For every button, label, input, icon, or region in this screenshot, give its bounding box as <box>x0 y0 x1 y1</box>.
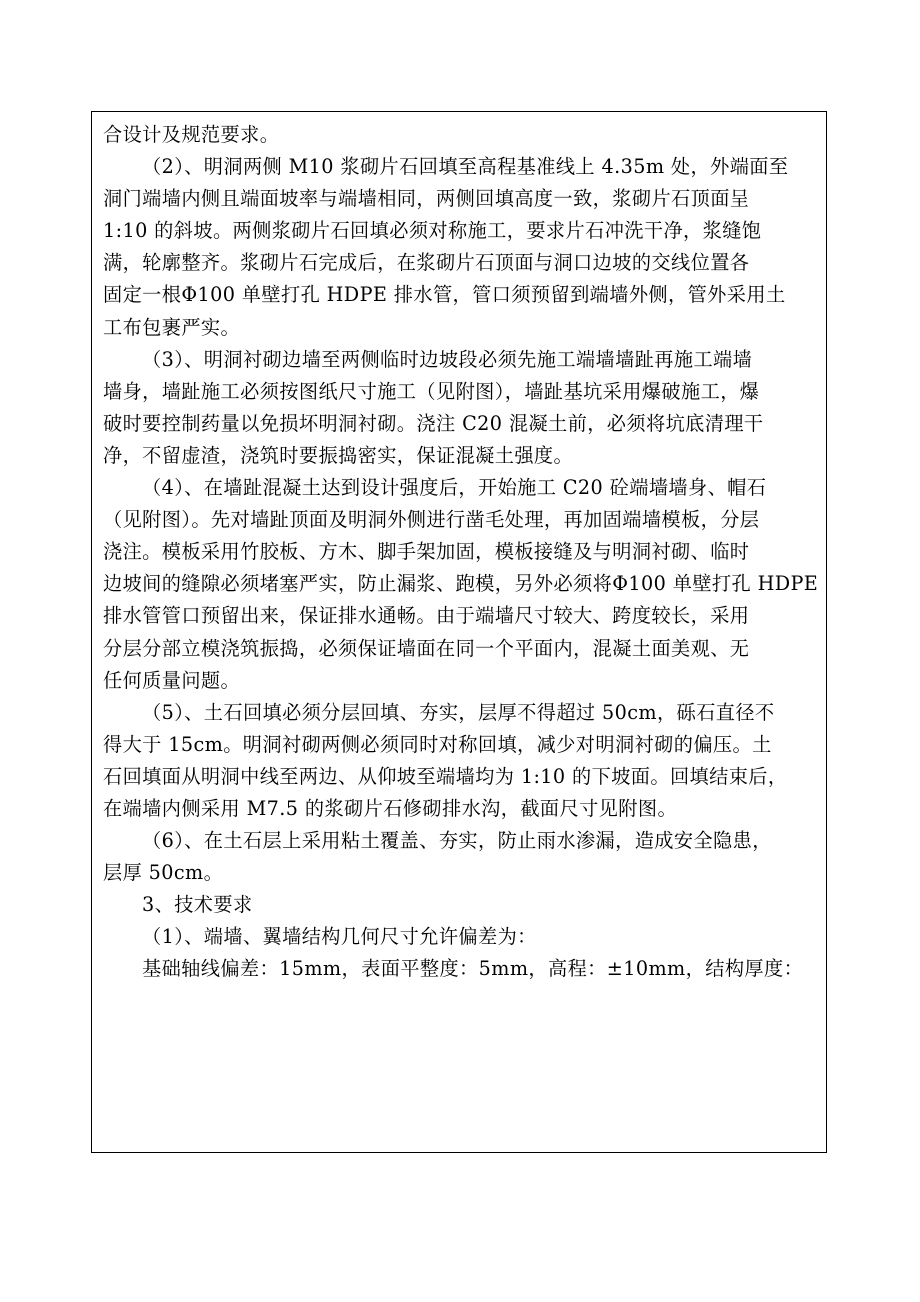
text-line: （见附图）。先对墙趾顶面及明洞外侧进行凿毛处理，再加固端墙模板，分层 <box>103 508 760 532</box>
section-heading: 3、技术要求 <box>142 893 253 917</box>
text-line: 得大于 15cm。明洞衬砌两侧必须同时对称回填，减少对明洞衬砌的偏压。土 <box>103 732 772 756</box>
text-line: 工布包裹严实。 <box>103 315 241 339</box>
text-line: 净，不留虚渣，浇筑时要振捣密实，保证混凝土强度。 <box>103 443 574 467</box>
text-line: 边坡间的缝隙必须堵塞严实，防止漏浆、跑模，另外必须将Φ100 单壁打孔 HDPE <box>103 572 819 596</box>
text-line: 固定一根Φ100 单壁打孔 HDPE 排水管，管口须预留到端墙外侧，管外采用土 <box>103 283 786 307</box>
text-line: 合设计及规范要求。 <box>103 123 280 146</box>
text-line: 墙身，墙趾施工必须按图纸尺寸施工（见附图），墙趾基坑采用爆破施工，爆 <box>103 379 760 403</box>
text-line: 1:10 的斜坡。两侧浆砌片石回填必须对称施工，要求片石冲洗干净，浆缝饱 <box>103 219 762 243</box>
text-line: 在端墙内侧采用 M7.5 的浆砌片石修砌排水沟，截面尺寸见附图。 <box>103 796 678 820</box>
text-line: 满，轮廓整齐。浆砌片石完成后，在浆砌片石顶面与洞口边坡的交线位置各 <box>103 251 750 275</box>
document-frame <box>91 111 827 1153</box>
text-line: （5）、土石回填必须分层回填、夯实，层厚不得超过 50cm，砾石直径不 <box>142 700 775 724</box>
text-line: 层厚 50cm。 <box>103 861 224 885</box>
text-line: 浇注。模板采用竹胶板、方木、脚手架加固，模板接缝及与明洞衬砌、临时 <box>103 540 750 564</box>
text-line: 破时要控制药量以免损坏明洞衬砌。浇注 C20 混凝土前，必须将坑底清理干 <box>103 411 764 435</box>
text-line: 排水管管口预留出来，保证排水通畅。由于端墙尺寸较大、跨度较长，采用 <box>103 604 750 628</box>
text-line: 石回填面从明洞中线至两边、从仰坡至端墙均为 1:10 的下坡面。回填结束后， <box>103 764 788 788</box>
document-body <box>103 119 819 986</box>
text-line: （4）、在墙趾混凝土达到设计强度后，开始施工 C20 砼端墙墙身、帽石 <box>142 476 767 500</box>
text-line: （1）、端墙、翼墙结构几何尺寸允许偏差为： <box>142 925 537 949</box>
text-line: 基础轴线偏差：15mm，表面平整度：5mm，高程：±10mm，结构厚度： <box>142 957 804 981</box>
text-line: （6）、在土石层上采用粘土覆盖、夯实，防止雨水渗漏，造成安全隐患， <box>142 829 772 853</box>
text-line: 分层分部立模浇筑振捣，必须保证墙面在同一个平面内，混凝土面美观、无 <box>103 636 750 660</box>
text-line: 任何质量问题。 <box>103 668 241 692</box>
text-line: （2）、明洞两侧 M10 浆砌片石回填至高程基准线上 4.35m 处，外端面至 <box>142 155 789 179</box>
text-line: （3）、明洞衬砌边墙至两侧临时边坡段必须先施工端墙墙趾再施工端墙 <box>142 347 753 371</box>
text-line: 洞门端墙内侧且端面坡率与端墙相同，两侧回填高度一致，浆砌片石顶面呈 <box>103 187 750 211</box>
